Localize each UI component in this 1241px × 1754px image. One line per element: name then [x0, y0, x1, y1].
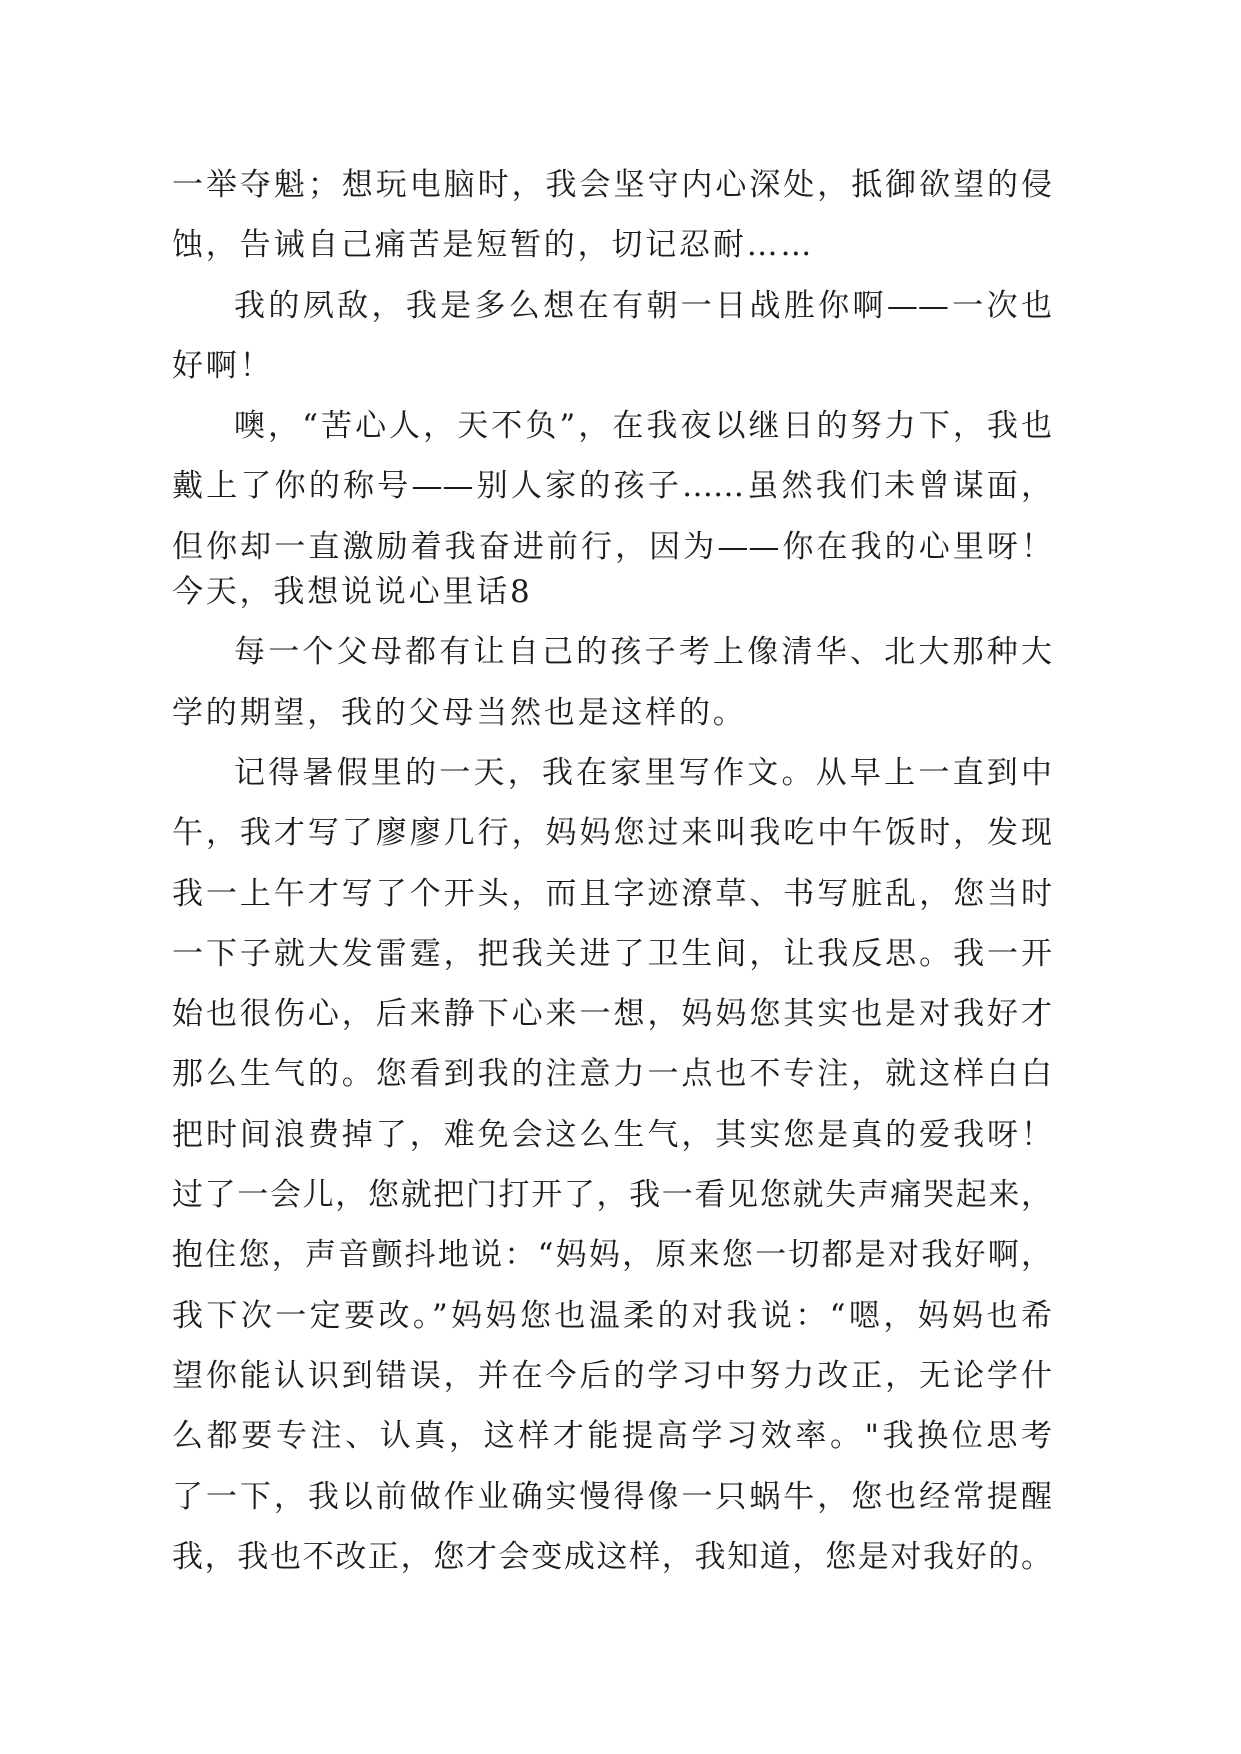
- paragraph-line: 我，我也不改正，您才会变成这样，我知道，您是对我好的。: [172, 1538, 1052, 1575]
- paragraph-line: 了一下，我以前做作业确实慢得像一只蜗牛，您也经常提醒: [172, 1478, 1052, 1515]
- paragraph-line: 过了一会儿，您就把门打开了，我一看见您就失声痛哭起来，: [172, 1177, 1052, 1214]
- paragraph-line: 抱住您，声音颤抖地说：“妈妈，原来您一切都是对我好啊，: [172, 1237, 1052, 1274]
- paragraph-line: 把时间浪费掉了，难免会这么生气，其实您是真的爱我呀！: [172, 1116, 1052, 1153]
- paragraph-line: 一下子就大发雷霆，把我关进了卫生间，让我反思。我一开: [172, 935, 1052, 972]
- document-body: [172, 155, 1052, 1587]
- paragraph-line: 好啊！: [172, 347, 274, 384]
- paragraph-line: 记得暑假里的一天，我在家里写作文。从早上一直到中: [234, 754, 1052, 791]
- paragraph-line: 我一上午才写了个开头，而且字迹潦草、书写脏乱，您当时: [172, 875, 1052, 912]
- paragraph-line: 戴上了你的称号——别人家的孩子……虽然我们未曾谋面，: [172, 468, 1052, 505]
- section-heading: 今天，我想说说心里话8: [172, 574, 533, 611]
- paragraph-line: 始也很伤心，后来静下心来一想，妈妈您其实也是对我好才: [172, 996, 1052, 1033]
- paragraph-line: 那么生气的。您看到我的注意力一点也不专注，就这样白白: [172, 1056, 1052, 1093]
- paragraph-line: 午，我才写了廖廖几行，妈妈您过来叫我吃中午饭时，发现: [172, 815, 1052, 852]
- paragraph-line: 每一个父母都有让自己的孩子考上像清华、北大那种大: [234, 634, 1052, 671]
- paragraph-line: 我的夙敌，我是多么想在有朝一日战胜你啊——一次也: [234, 287, 1052, 324]
- paragraph-line: 噢，“苦心人，天不负”，在我夜以继日的努力下，我也: [234, 408, 1052, 445]
- paragraph-line: 学的期望，我的父母当然也是这样的。: [172, 694, 747, 731]
- paragraph-line: 蚀，告诫自己痛苦是短暂的，切记忍耐……: [172, 227, 815, 264]
- paragraph-line: 一举夺魁；想玩电脑时，我会坚守内心深处，抵御欲望的侵: [172, 167, 1052, 203]
- paragraph-line: 么都要专注、认真，这样才能提高学习效率。"我换位思考: [172, 1418, 1052, 1455]
- paragraph-line: 我下次一定要改。”妈妈您也温柔的对我说：“嗯，妈妈也希: [172, 1297, 1052, 1334]
- paragraph-line: 但你却一直激励着我奋进前行，因为——你在我的心里呀！: [172, 528, 1052, 565]
- paragraph-line: 望你能认识到错误，并在今后的学习中努力改正，无论学什: [172, 1357, 1052, 1394]
